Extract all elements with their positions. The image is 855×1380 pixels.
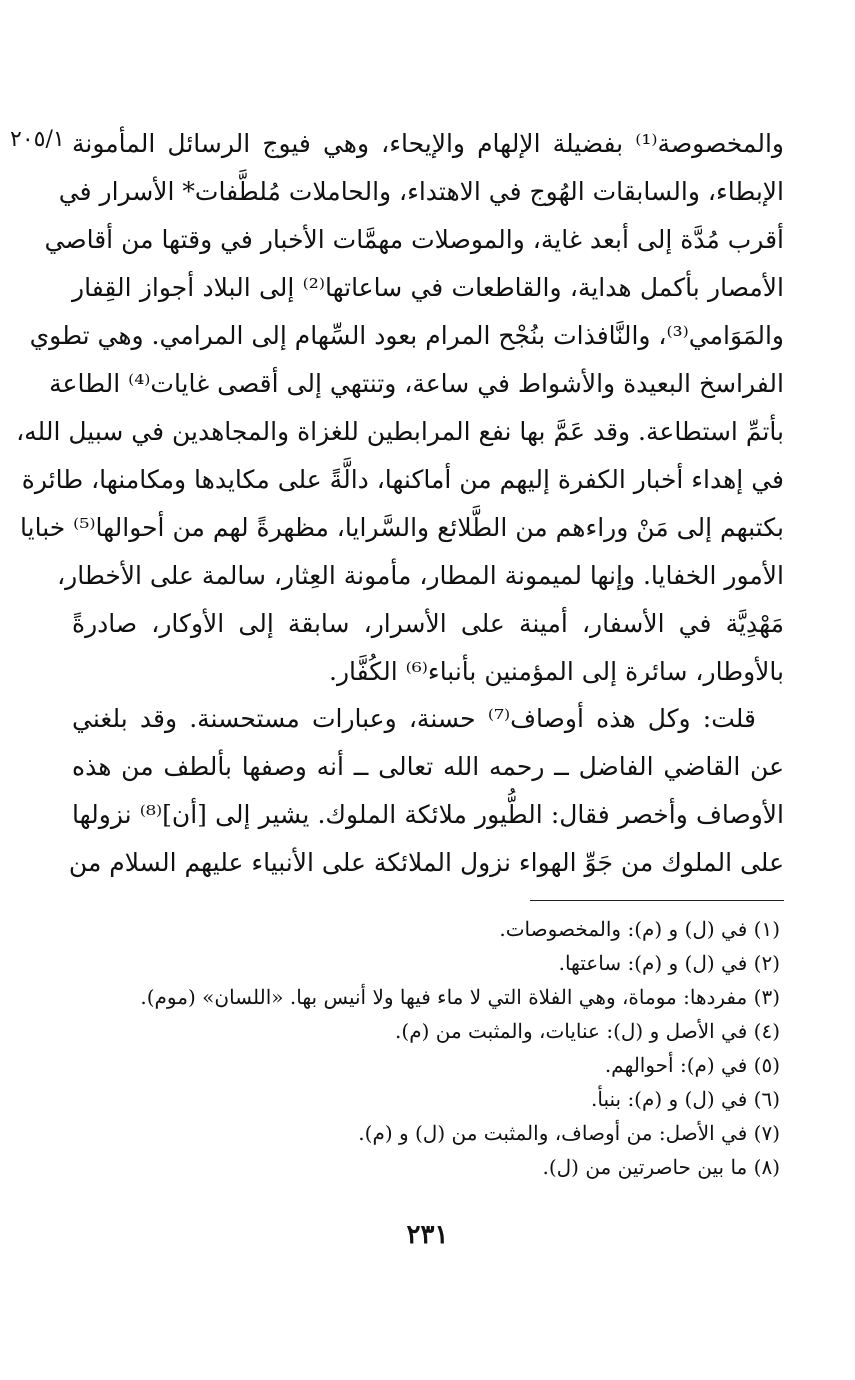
text-line-last: بالأوطار، سائرة إلى المؤمنين بأنباء⁽⁶⁾ الكُفَّار.	[329, 657, 784, 686]
text-line: على الملوك من جَوِّ الهواء نزول الملائكة على الأنبياء عليهم السلام من	[68, 848, 784, 877]
text-line: عن القاضي الفاضل ــ رحمه الله تعالى ــ أنه وصفها بألطف من هذه	[72, 752, 784, 781]
text-line: أقرب مُدَّة إلى أبعد غاية، والموصلات مهمَّات الأخبار في وقتها من أقاصي	[44, 225, 784, 254]
page-number: ٢٣١	[406, 1220, 449, 1250]
text-line: الإبطاء، والسابقات الهُوج في الاهتداء، والحاملات مُلطَّفات* الأسرار في	[58, 177, 784, 206]
text-line: بكتبهم إلى مَنْ وراءهم من الطَّلائع والسَّرايا، مظهرةً لهم من أحوالها⁽⁵⁾ خبايا	[20, 513, 784, 542]
footnote: (٥) في (م): أحوالهم.	[604, 1053, 780, 1077]
text-line: الفراسخ البعيدة والأشواط في ساعة، وتنتهي إلى أقصى غايات⁽⁴⁾ الطاعة	[49, 369, 784, 398]
text-line: الأمور الخفايا. وإنها لميمونة المطار، مأمونة العِثار، سالمة على الأخطار،	[57, 561, 784, 590]
text-line: بأتمِّ استطاعة. وقد عَمَّ بها نفع المرابطين للغزاة والمجاهدين في سبيل الله،	[16, 417, 784, 446]
text-line: الأمصار بأكمل هداية، والقاطعات في ساعاتها⁽²⁾ إلى البلاد أجواز القِفار	[72, 273, 784, 302]
footnote: (٤) في الأصل و (ل): عنايات، والمثبت من (م).	[395, 1019, 780, 1043]
footnote: (٨) ما بين حاصرتين من (ل).	[542, 1155, 780, 1179]
text-line: والمَوَامي⁽³⁾، والنَّافذات بنُجْح المرام بعود السِّهام إلى المرامي. وهي تطوي	[29, 321, 784, 350]
text-line: الأوصاف وأخصر فقال: الطُّيور ملائكة الملوك. يشير إلى [أن]⁽⁸⁾ نزولها	[72, 800, 785, 829]
footnote: (٣) مفردها: موماة، وهي الفلاة التي لا ماء فيها ولا أنيس بها. «اللسان» (موم).	[140, 985, 780, 1009]
text-line: في إهداء أخبار الكفرة إليهم من أماكنها، دالَّةً على مكايدها ومكامنها، طائرة	[21, 465, 784, 494]
footnote: (١) في (ل) و (م): والمخصوصات.	[499, 917, 780, 941]
footnote-divider	[530, 900, 784, 901]
text-line: قلت: وكل هذه أوصاف⁽⁷⁾ حسنة، وعبارات مستحسنة. وقد بلغني	[72, 704, 756, 733]
text-line: مَهْدِيَّة في الأسفار، أمينة على الأسرار، سابقة إلى الأوكار، صادرةً	[72, 609, 784, 638]
text-line: والمخصوصة⁽¹⁾ بفضيلة الإلهام والإيحاء، وهي فيوج الرسائل المأمونة	[72, 129, 784, 158]
footnote: (٧) في الأصل: من أوصاف، والمثبت من (ل) و (م).	[358, 1121, 780, 1145]
second-paragraph	[68, 695, 785, 887]
footnotes	[140, 912, 780, 1184]
margin-reference: ٢٠٥/١	[10, 127, 65, 152]
footnote: (٦) في (ل) و (م): بنبأ.	[591, 1087, 780, 1111]
footnote: (٢) في (ل) و (م): ساعتها.	[558, 951, 780, 975]
